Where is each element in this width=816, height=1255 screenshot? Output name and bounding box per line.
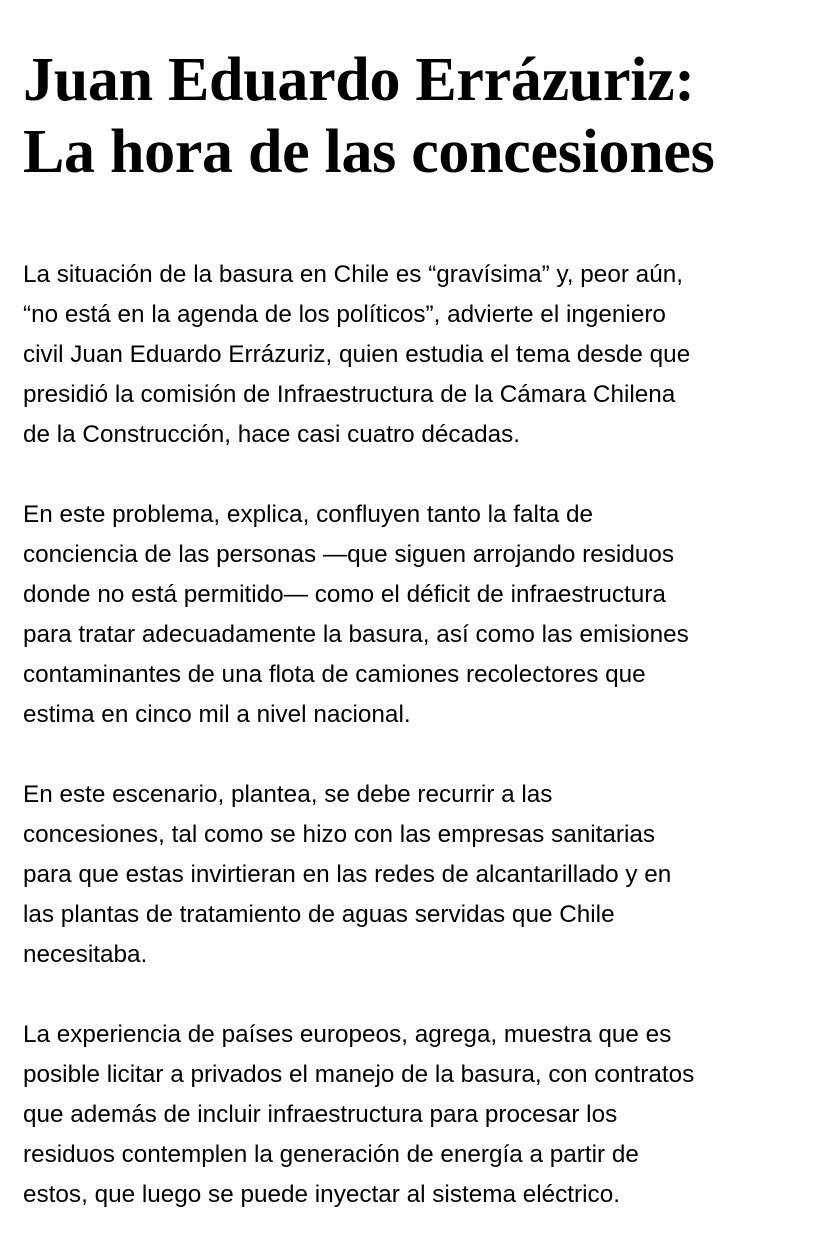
paragraph-line: En este problema, explica, confluyen tanto la falta de — [23, 501, 593, 528]
paragraph-line: “no está en la agenda de los políticos”, advierte el ingeniero — [23, 301, 666, 328]
paragraph-line: contaminantes de una flota de camiones recolectores que — [23, 661, 646, 688]
paragraph-line: concesiones, tal como se hizo con las empresas sanitarias — [23, 821, 656, 848]
article-title-line-2: La hora de las concesiones — [23, 118, 715, 186]
paragraph-line: estima en cinco mil a nivel nacional. — [23, 701, 411, 728]
paragraph-line: posible licitar a privados el manejo de la basura, con contratos — [23, 1061, 695, 1088]
article — [23, 44, 801, 1255]
article-body — [23, 255, 801, 1215]
paragraph-line: residuos contemplen la generación de energía a partir de — [23, 1141, 639, 1168]
paragraph-4 — [23, 1015, 801, 1215]
paragraph-line: donde no está permitido— como el déficit de infraestructura — [23, 581, 666, 608]
paragraph-line: En este escenario, plantea, se debe recurrir a las — [23, 781, 553, 808]
paragraph-line: para que estas invirtieran en las redes de alcantarillado y en — [23, 861, 672, 888]
article-title — [23, 44, 801, 188]
paragraph-3 — [23, 775, 801, 975]
paragraph-line: civil Juan Eduardo Errázuriz, quien estudia el tema desde que — [23, 341, 691, 368]
paragraph-line: de la Construcción, hace casi cuatro décadas. — [23, 421, 521, 448]
paragraph-line: estos, que luego se puede inyectar al sistema eléctrico. — [23, 1181, 620, 1208]
paragraph-line: que además de incluir infraestructura para procesar los — [23, 1101, 618, 1128]
paragraph-line: necesitaba. — [23, 941, 148, 968]
paragraph-line: para tratar adecuadamente la basura, así como las emisiones — [23, 621, 689, 648]
paragraph-line: conciencia de las personas —que siguen arrojando residuos — [23, 541, 675, 568]
paragraph-line: las plantas de tratamiento de aguas servidas que Chile — [23, 901, 615, 928]
article-title-line-1: Juan Eduardo Errázuriz: — [23, 46, 695, 114]
paragraph-1 — [23, 255, 801, 455]
paragraph-line: La experiencia de países europeos, agrega, muestra que es — [23, 1021, 672, 1048]
paragraph-line: presidió la comisión de Infraestructura de la Cámara Chilena — [23, 381, 676, 408]
paragraph-2 — [23, 495, 801, 735]
paragraph-line: La situación de la basura en Chile es “gravísima” y, peor aún, — [23, 261, 683, 288]
